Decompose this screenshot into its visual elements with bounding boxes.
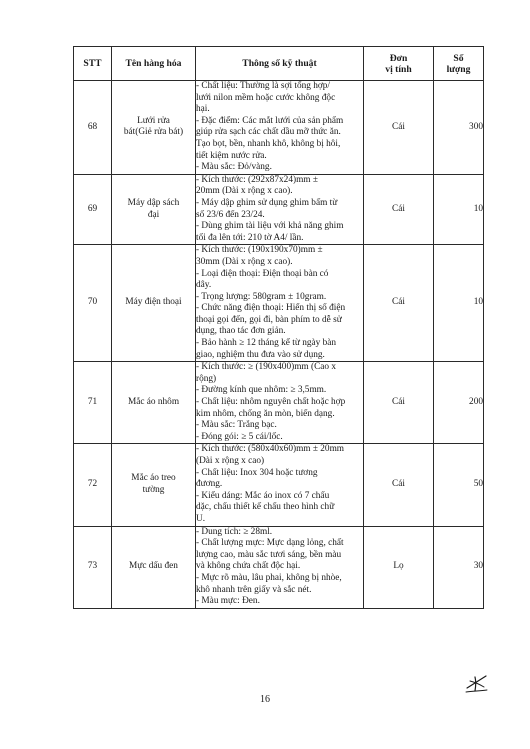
spec-line: - Đường kính que nhôm: ≥ 3,5mm.	[196, 385, 327, 396]
row-unit: Cái	[364, 444, 434, 526]
row-stt: 71	[74, 362, 112, 444]
spec-line: - Màu sắc: Trắng bạc.	[196, 420, 277, 431]
spec-line: 30mm (Dài x rộng x cao).	[196, 256, 293, 267]
row-unit: Cái	[364, 174, 434, 245]
table-row	[74, 362, 484, 444]
row-stt: 73	[74, 526, 112, 608]
spec-line: số 23/6 đến 23/24.	[196, 209, 265, 220]
row-stt: 70	[74, 245, 112, 362]
spec-line: - Đặc điểm: Các mắt lưới của sản phẩm	[196, 115, 344, 126]
row-specifications	[196, 174, 364, 245]
spec-line: - Mực rõ màu, lâu phai, không bị nhòe,	[196, 572, 342, 583]
spec-line: - Chất liệu: Thường là sợi tổng hợp/	[196, 81, 331, 91]
table-row	[74, 444, 484, 526]
row-unit: Lọ	[364, 526, 434, 608]
spec-line: Tạo bọt, bền, nhanh khô, không bị hôi,	[196, 138, 341, 149]
goods-name-line: Mắc áo nhôm	[127, 397, 180, 408]
spec-line: - Kích thước: ≥ (190x400)mm (Cao x	[196, 362, 337, 373]
spec-line: - Kích thước: (580x40x60)mm ± 20mm	[196, 444, 345, 455]
spec-line: - Màu sắc: Đỏ/vàng.	[196, 162, 272, 173]
row-quantity: 200	[434, 362, 484, 444]
spec-line: U.	[196, 513, 206, 524]
header-quantity-line-2: lượng	[446, 63, 471, 75]
spec-line: hại.	[196, 104, 210, 115]
spec-line: - Kích thước: (190x190x70)mm ±	[196, 245, 323, 256]
spec-line: lượng cao, màu sắc tươi sáng, bền màu	[196, 549, 342, 560]
goods-name-line: Lưới rửa	[137, 115, 170, 126]
row-quantity: 50	[434, 444, 484, 526]
spec-line: dặc, chấu thiết kế chấu theo hình chữ	[196, 502, 335, 513]
spec-line: - Kích thước: (292x87x24)mm ±	[196, 174, 318, 185]
spec-line: - Loại điện thoại: Điện thoại bàn có	[196, 268, 329, 279]
spec-line: - Dung tích: ≥ 28ml.	[196, 526, 273, 537]
header-quantity	[434, 47, 484, 81]
table-row	[74, 174, 484, 245]
table-row	[74, 245, 484, 362]
spec-line: - Dùng ghim tài liệu với khả năng ghim	[196, 221, 344, 232]
spec-line: tối đa lên tới: 210 tờ A4/ lần.	[196, 232, 304, 243]
row-unit: Cái	[364, 81, 434, 175]
spec-line: (Dài x rộng x cao)	[196, 456, 265, 466]
goods-name-line: Máy điện thoại	[125, 297, 182, 308]
spec-line: - Trọng lượng: 580gram ± 10gram.	[196, 291, 327, 302]
goods-name-line: Mắc áo treo	[131, 473, 176, 484]
header-stt: STT	[74, 47, 112, 81]
goods-name-line: bát(Giẻ rửa bát)	[123, 127, 184, 138]
spec-line: khô nhanh trên giấy và sắc nét.	[196, 584, 312, 595]
spec-line: rộng)	[196, 373, 217, 384]
spec-line: - Máy dập ghim sử dụng ghim bấm từ	[196, 197, 338, 208]
goods-name-line: tường	[142, 484, 165, 495]
row-goods-name	[112, 526, 196, 608]
spec-line: giúp rửa sạch các chất dầu mỡ thức ăn.	[196, 127, 341, 138]
row-unit: Cái	[364, 362, 434, 444]
spec-line: đương.	[196, 479, 223, 490]
row-specifications	[196, 526, 364, 608]
spec-line: giao, nghiệm thu đưa vào sử dụng.	[196, 349, 325, 360]
row-quantity: 10	[434, 245, 484, 362]
spec-line: - Chức năng điện thoại: Hiển thị số điện	[196, 303, 346, 314]
row-specifications	[196, 81, 364, 175]
row-goods-name	[112, 174, 196, 245]
header-quantity-line-1: Số	[453, 52, 464, 64]
table-row	[74, 81, 484, 175]
row-goods-name	[112, 362, 196, 444]
row-goods-name	[112, 245, 196, 362]
spec-line: - Chất lượng mực: Mực dạng lỏng, chất	[196, 538, 344, 549]
row-quantity: 10	[434, 174, 484, 245]
spec-line: - Đóng gói: ≥ 5 cái/lốc.	[196, 431, 283, 442]
spec-line: 20mm (Dài x rộng x cao).	[196, 186, 293, 197]
row-goods-name	[112, 444, 196, 526]
row-goods-name	[112, 81, 196, 175]
table-row	[74, 526, 484, 608]
row-specifications	[196, 245, 364, 362]
row-quantity: 300	[434, 81, 484, 175]
row-specifications	[196, 444, 364, 526]
spec-line: và không chứa chất độc hại.	[196, 561, 301, 572]
row-stt: 68	[74, 81, 112, 175]
goods-name-line: Máy dập sách	[127, 197, 180, 208]
row-unit: Cái	[364, 245, 434, 362]
goods-name-line: đại	[147, 209, 160, 220]
goods-name-line: Mực dấu đen	[129, 561, 178, 572]
spec-line: - Chất liệu: Inox 304 hoặc tương	[196, 467, 318, 478]
spec-line: - Kiểu dáng: Mắc áo inox có 7 chấu	[196, 490, 330, 501]
spec-line: tiết kiệm nước rửa.	[196, 150, 267, 161]
header-unit-line-1: Đơn	[389, 52, 408, 64]
spec-line: kim nhôm, chống ăn mòn, biến dạng.	[196, 408, 335, 419]
spec-line: dây.	[196, 280, 212, 291]
table-header-row	[74, 47, 484, 81]
handwritten-initials-mark	[463, 672, 489, 694]
row-quantity: 30	[434, 526, 484, 608]
spec-line: lưới nilon mềm hoặc cước không độc	[196, 92, 336, 103]
row-stt: 72	[74, 444, 112, 526]
spec-line: - Màu mực: Đen.	[196, 596, 260, 607]
header-unit-line-2: vị tính	[385, 63, 412, 75]
spec-line: - Bảo hành ≥ 12 tháng kể từ ngày bàn	[196, 338, 337, 349]
spec-line: dụng, thao tác đơn giản.	[196, 326, 286, 337]
header-specifications: Thông số kỹ thuật	[196, 47, 364, 81]
header-unit	[364, 47, 434, 81]
row-specifications	[196, 362, 364, 444]
page-number: 16	[260, 694, 270, 705]
spec-line: thoại gọi đến, gọi đi, bàn phím to dễ sử	[196, 314, 342, 325]
header-goods-name: Tên hàng hóa	[112, 47, 196, 81]
goods-spec-table	[73, 46, 484, 609]
spec-line: - Chất liệu: nhôm nguyên chất hoặc hợp	[196, 397, 346, 408]
row-stt: 69	[74, 174, 112, 245]
